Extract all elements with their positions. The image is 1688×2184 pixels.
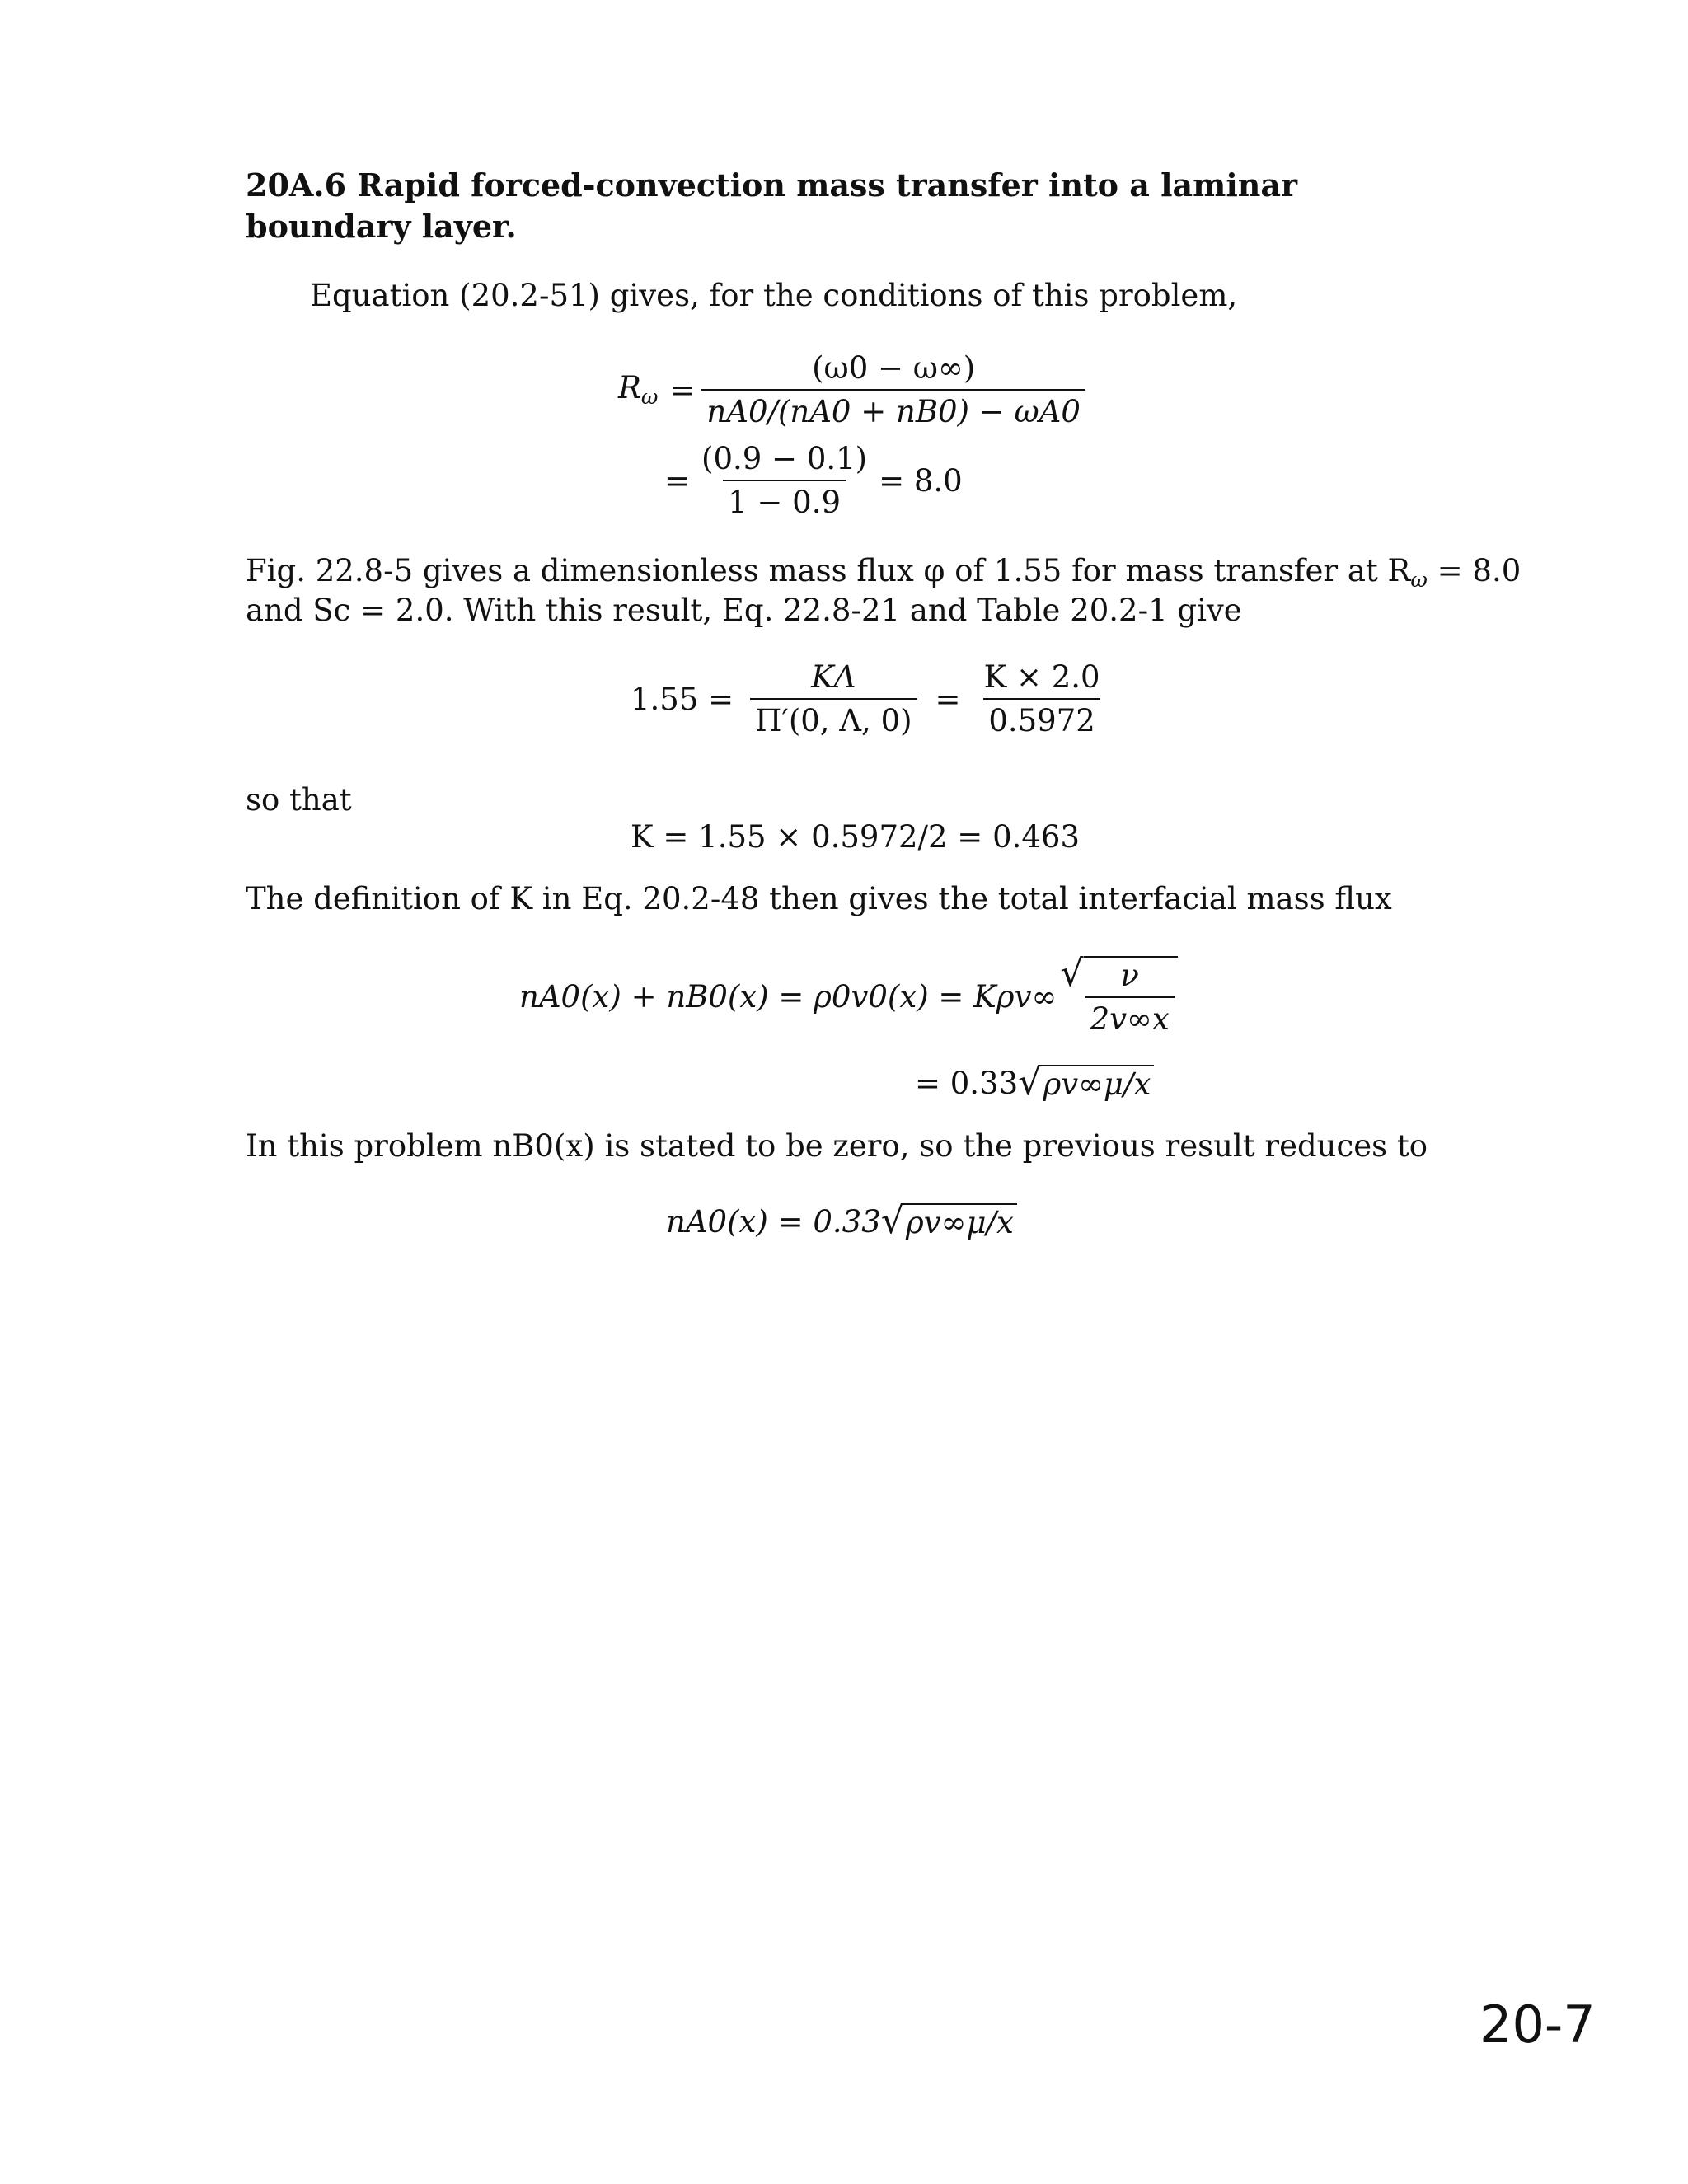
paragraph-equation-intro: Equation (20.2-51) gives, for the conditions of this problem, <box>310 278 1238 313</box>
equation-numeric-result: = 8.0 <box>879 462 963 499</box>
equation-total-flux-line2: = 0.33 √ ρv∞μ/x <box>915 1065 1154 1102</box>
equation-r-omega-denominator: nA0/(nA0 + nB0) − ωA0 <box>701 389 1085 429</box>
paragraph-nb0-zero: In this problem nB0(x) is stated to be zero, so the previous result reduces to <box>246 1128 1428 1164</box>
paragraph-so-that: so that <box>246 782 352 818</box>
equation-r-omega: $R_\omega$ = $\frac{(\omega 0 - \omega\infty)}{nA0/(nA0 + nB0) - \omega A0}$ <box>618 350 1092 429</box>
equation-na0-result: nA0(x) = 0.33 √ ρv∞μ/x <box>666 1203 1017 1240</box>
equation-numeric-denominator: 1 − 0.9 <box>723 480 846 520</box>
equation-k-value: K = 1.55 × 0.5972/2 = 0.463 <box>631 819 1080 855</box>
paragraph-figure-reference-line2: and Sc = 2.0. With this result, Eq. 22.8-21 and Table 20.2-1 give <box>246 593 1242 628</box>
equation-total-flux: nA0(x) + nB0(x) = ρ0v0(x) = Kρv∞ √ $\frac{\nu}{2v\infty x}$ <box>519 956 1178 1037</box>
equation-r-omega-numeric: = $\frac{(0.9 - 0.1)}{1 - 0.9}$ = 8.0 <box>664 441 963 520</box>
equation-numeric-numerator: (0.9 − 0.1) <box>701 441 868 476</box>
equation-mass-flux-155: 1.55 = $\frac{K\Lambda}{\Pi'(0, \Lambda, 0)}$ = $\frac{K \times 2.0}{0.5972}$ <box>631 659 1100 738</box>
section-heading: 20A.6 Rapid forced-convection mass transfer into a laminar boundary layer. <box>246 166 1298 246</box>
paragraph-figure-reference: Fig. 22.8-5 gives a dimensionless mass flux φ of 1.55 for mass transfer at $R_\omega = 8.0$ <box>246 553 1522 593</box>
paragraph-k-definition: The definition of K in Eq. 20.2-48 then gives the total interfacial mass flux <box>246 881 1392 916</box>
equation-r-omega-numerator: (ω0 − ω∞) <box>812 350 976 386</box>
page-number: 20-7 <box>1479 1994 1596 2055</box>
